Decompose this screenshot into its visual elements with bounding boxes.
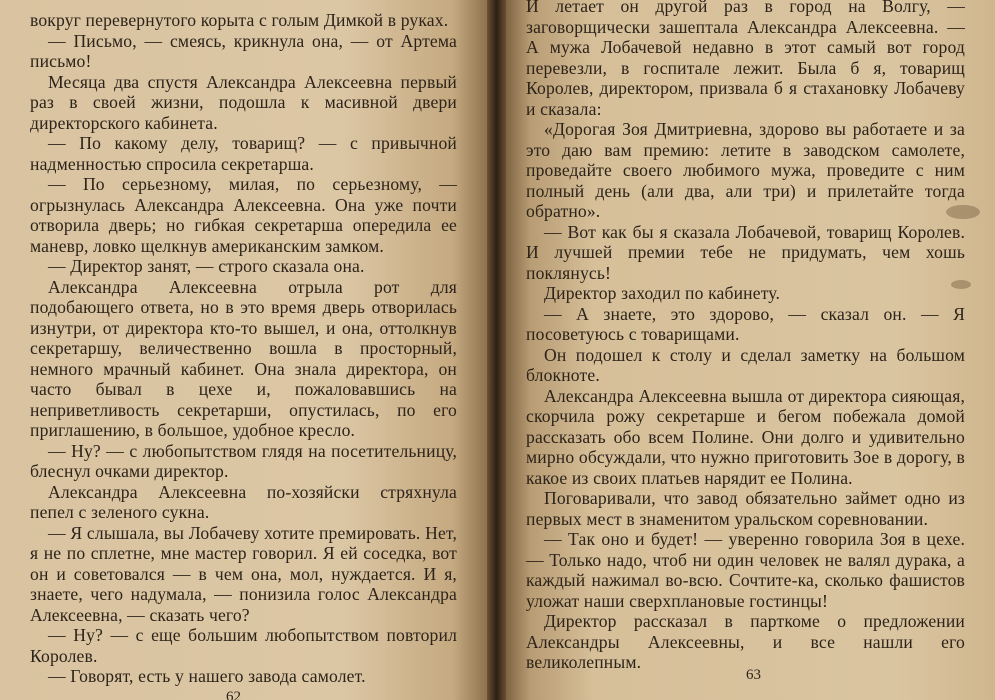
right-page-text bbox=[526, 0, 965, 673]
page-number: 62 bbox=[226, 689, 241, 700]
left-page-text bbox=[30, 10, 457, 687]
paper-stain bbox=[951, 280, 971, 289]
paper-stain bbox=[946, 205, 980, 219]
paragraph: И летает он другой раз в город на Волгу, — заговорщически зашептала Александра Алексеевна. — А мужа Лобачевой недавно в этот самый вот город перевезли, в госпитале лежит. Была б я, товарищ Королев, директором, призвала б я стахановку Лобачеву и сказала: bbox=[526, 0, 965, 119]
paragraph: — Директор занят, — строго сказала она. bbox=[48, 256, 365, 276]
paragraph: Директор рассказал в парткоме о предложении Александры Алексеевны, и все нашли его великолепным. bbox=[526, 611, 965, 672]
paragraph: вокруг перевернутого корыта с голым Димкой в руках. bbox=[30, 10, 449, 30]
book-spine-gutter bbox=[487, 0, 506, 700]
paragraph: Директор заходил по кабинету. bbox=[544, 283, 781, 303]
paragraph: Александра Алексеевна по-хозяйски стряхнула пепел с зеленого сукна. bbox=[30, 481, 457, 522]
paragraph: — А знаете, это здорово, — сказал он. — Я посоветуюсь с товарищами. bbox=[526, 303, 965, 344]
paragraph: — Так оно и будет! — уверенно говорила Зоя в цехе. — Только надо, чтоб ни один человек не валял дурака, а каждый нажимал во-всю. Сочтите-ка, сколько фашистов уложат наши сверхплановые гостинцы! bbox=[526, 529, 965, 611]
paragraph: — Вот как бы я сказала Лобачевой, товарищ Королев. И лучшей премии тебе не придумать, чем хошь поклянусь! bbox=[526, 221, 965, 283]
paragraph: — Ну? — с любопытством глядя на посетительницу, блеснул очками директор. bbox=[30, 440, 457, 481]
left-page bbox=[0, 0, 487, 700]
paragraph: — Письмо, — смеясь, крикнула она, — от Артема письмо! bbox=[30, 30, 457, 71]
paragraph: Месяца два спустя Александра Алексеевна первый раз в своей жизни, подошла к масивной двери директорского кабинета. bbox=[30, 71, 457, 133]
page-number: 63 bbox=[746, 667, 761, 683]
right-page bbox=[506, 0, 995, 700]
paragraph: — По серьезному, милая, по серьезному, — огрызнулась Александра Алексеевна. Она уже почти отворила дверь; но гибкая секретарша опередила ее маневр, ловко щелкнув американским замком. bbox=[30, 174, 457, 256]
paragraph: — Ну? — с еще большим любопытством повторил Королев. bbox=[30, 625, 457, 666]
paragraph: Он подошел к столу и сделал заметку на большом блокноте. bbox=[526, 344, 965, 385]
paragraph: — Говорят, есть у нашего завода самолет. bbox=[48, 666, 366, 686]
paragraph: — Я слышала, вы Лобачеву хотите премировать. Нет, я не по сплетне, мне мастер говорил. Я ей соседка, вот он и советовался — в чем она, мол, нуждается. И я, знаете, чего надумала, — понизила голос Александра Алексеевна, — сказать чего? bbox=[30, 522, 457, 625]
paragraph: Поговаривали, что завод обязательно займет одно из первых мест в знаменитом уральском соревновании. bbox=[526, 488, 965, 529]
paragraph: Александра Алексеевна отрыла рот для подобающего ответа, но в это время дверь отворилась изнутри, от директора кто-то вышел, и она, оттолкнув секретаршу, величественно вошла в просторный, немного мрачный кабинет. Она знала директора, он часто бывал в цехе и, пожаловавшись на неприветливость секретарши, опустилась, по его приглашению, в большое, удобное кресло. bbox=[30, 276, 457, 440]
paragraph: Александра Алексеевна вышла от директора сияющая, скорчила рожу секретарше и бегом побежала домой рассказать обо всем Полине. Они долго и удивительно мирно обсуждали, что нужно приготовить Зое в дорогу, в какое из своих платьев нарядит ее Полина. bbox=[526, 385, 965, 488]
paragraph: «Дорогая Зоя Дмитриевна, здорово вы работаете и за это даю вам премию: летите в заводском самолете, проведайте своего любимого мужа, проведите с ним полный день (али два, али три) и прилетайте тогда обратно». bbox=[526, 119, 965, 221]
paragraph: — По какому делу, товарищ? — с привычной надменностью спросила секретарша. bbox=[30, 133, 457, 174]
